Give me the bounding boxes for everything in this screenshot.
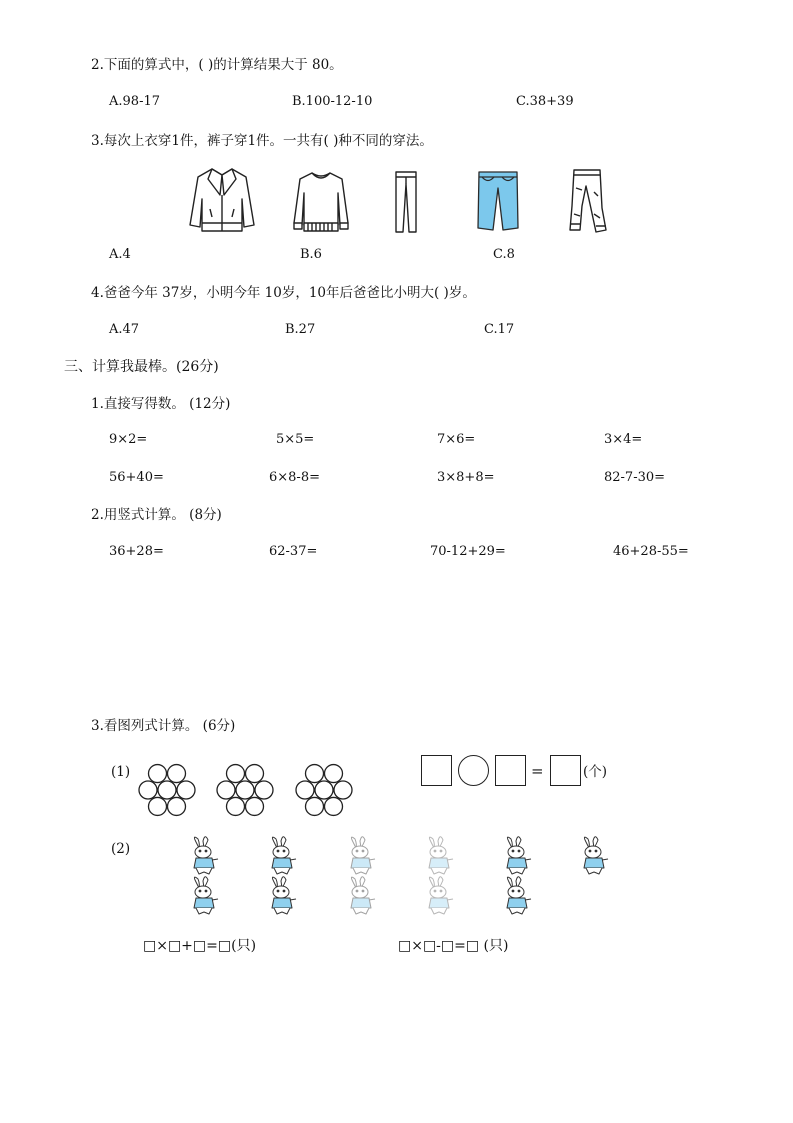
operator-circle[interactable]: [458, 755, 489, 786]
q3-stem: 3.每次上衣穿1件，裤子穿1件。一共有( )种不同的穿法。: [91, 133, 433, 149]
circle-dot: [227, 797, 245, 815]
circle-dot: [227, 765, 245, 783]
rabbit-icon: [501, 838, 535, 876]
vertical-calc-item: 62-37=: [269, 544, 318, 559]
mental-calc-item: 56+40=: [109, 470, 164, 485]
picture-label-2: (2): [111, 841, 131, 857]
mental-calc-item: 3×4=: [604, 432, 643, 447]
part1-title: 1.直接写得数。 (12分): [91, 396, 231, 412]
circle-dot: [217, 781, 235, 799]
formula-add: □×□+□=□(只): [143, 938, 257, 954]
unit-label: (个): [583, 764, 608, 780]
trousers-patterned-icon: [566, 168, 610, 236]
mental-calc-item: 7×6=: [437, 432, 476, 447]
circle-dot: [236, 781, 254, 799]
q3-option-a[interactable]: A.4: [109, 247, 131, 262]
circle-dot: [255, 781, 273, 799]
rabbit-faded-icon: [423, 878, 457, 916]
rabbit-faded-icon: [345, 878, 379, 916]
mental-calc-item: 6×8-8=: [269, 470, 320, 485]
circle-dot: [246, 797, 264, 815]
circle-dot: [158, 781, 176, 799]
rabbit-faded-icon: [345, 838, 379, 876]
circle-dot: [325, 797, 343, 815]
q2-option-b[interactable]: B.100-12-10: [292, 94, 373, 109]
q4-option-a[interactable]: A.47: [109, 322, 140, 337]
mental-calc-item: 82-7-30=: [604, 470, 666, 485]
circle-groups-figure: [136, 757, 366, 825]
q3-option-c[interactable]: C.8: [493, 247, 515, 262]
circle-dot: [306, 765, 324, 783]
q4-option-c[interactable]: C.17: [484, 322, 515, 337]
trousers-white-icon: [394, 170, 418, 234]
circle-dot: [149, 765, 167, 783]
circle-dot: [325, 765, 343, 783]
q3-option-b[interactable]: B.6: [300, 247, 322, 262]
picture-label-1: (1): [111, 764, 131, 780]
q2-stem: 2.下面的算式中，( )的计算结果大于 80。: [91, 57, 343, 73]
jacket-icon: [188, 165, 256, 235]
section-title: 三、计算我最棒。(26分): [64, 359, 219, 375]
answer-box[interactable]: [421, 755, 452, 786]
rabbit-icon: [188, 838, 222, 876]
mental-calc-item: 9×2=: [109, 432, 148, 447]
q2-option-c[interactable]: C.38+39: [516, 94, 574, 109]
circle-dot: [334, 781, 352, 799]
circle-dot: [168, 797, 186, 815]
circle-dot: [177, 781, 195, 799]
rabbit-icon: [578, 838, 612, 876]
rabbit-faded-icon: [423, 838, 457, 876]
q2-option-a[interactable]: A.98-17: [109, 94, 160, 109]
q4-option-b[interactable]: B.27: [285, 322, 316, 337]
circle-dot: [246, 765, 264, 783]
circle-dot: [168, 765, 186, 783]
equals-sign: =: [531, 762, 544, 780]
mental-calc-item: 3×8+8=: [437, 470, 495, 485]
mental-calc-item: 5×5=: [276, 432, 315, 447]
vertical-calc-item: 36+28=: [109, 544, 164, 559]
sweater-icon: [292, 169, 350, 235]
circle-dot: [306, 797, 324, 815]
vertical-calc-item: 70-12+29=: [430, 544, 506, 559]
rabbit-icon: [501, 878, 535, 916]
circle-dot: [149, 797, 167, 815]
vertical-calc-item: 46+28-55=: [613, 544, 689, 559]
q4-stem: 4.爸爸今年 37岁，小明今年 10岁，10年后爸爸比小明大( )岁。: [91, 285, 476, 301]
formula-subtract: □×□-□=□ (只): [398, 938, 509, 954]
rabbit-icon: [188, 878, 222, 916]
circle-dot: [139, 781, 157, 799]
rabbit-icon: [266, 878, 300, 916]
circle-dot: [315, 781, 333, 799]
circle-dot: [296, 781, 314, 799]
answer-box[interactable]: [495, 755, 526, 786]
jeans-blue-icon: [476, 170, 520, 232]
result-box[interactable]: [550, 755, 581, 786]
part2-title: 2.用竖式计算。 (8分): [91, 507, 222, 523]
part3-title: 3.看图列式计算。 (6分): [91, 718, 236, 734]
rabbit-icon: [266, 838, 300, 876]
